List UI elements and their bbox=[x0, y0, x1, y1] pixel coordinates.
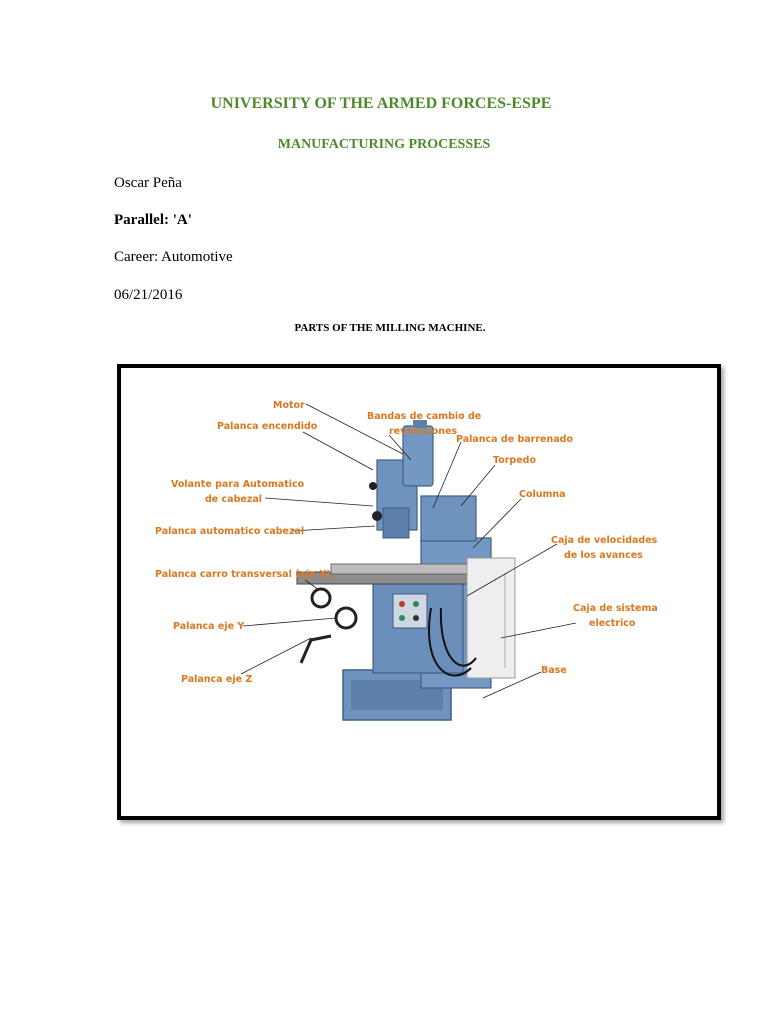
label-palanca-eje-y: Palanca eje Y bbox=[173, 621, 245, 632]
date-line: 06/21/2016 bbox=[114, 287, 183, 303]
figure-frame bbox=[117, 364, 721, 820]
label-caja-velocidades-1: Caja de velocidades bbox=[551, 535, 658, 546]
label-caja-sistema-2: electrico bbox=[589, 618, 636, 629]
author-name: Oscar Peña bbox=[114, 175, 182, 191]
career-line: Career: Automotive bbox=[114, 249, 233, 265]
label-caja-velocidades-2: de los avances bbox=[564, 550, 643, 561]
figure-caption: PARTS OF THE MILLING MACHINE. bbox=[294, 322, 486, 334]
university-title: UNIVERSITY OF THE ARMED FORCES-ESPE bbox=[210, 95, 552, 112]
label-volante-1: Volante para Automatico bbox=[171, 479, 305, 490]
parallel-line: Parallel: 'A' bbox=[114, 212, 192, 228]
label-base: Base bbox=[541, 665, 567, 676]
label-volante-2: de cabezal bbox=[205, 494, 263, 505]
label-palanca-barrenado: Palanca de barrenado bbox=[456, 434, 573, 445]
label-bandas-2: revoluciones bbox=[389, 426, 458, 437]
label-caja-sistema-1: Caja de sistema bbox=[573, 603, 658, 614]
label-palanca-eje-z: Palanca eje Z bbox=[181, 674, 253, 685]
label-palanca-automatico-cabezal: Palanca automatico cabezal bbox=[155, 526, 305, 537]
label-torpedo: Torpedo bbox=[493, 455, 537, 466]
label-columna: Columna bbox=[519, 489, 566, 500]
course-title: MANUFACTURING PROCESSES bbox=[277, 137, 491, 152]
label-palanca-carro: Palanca carro transversal (eje X) bbox=[155, 569, 331, 580]
label-bandas-1: Bandas de cambio de bbox=[367, 411, 482, 422]
milling-machine-diagram bbox=[121, 368, 717, 816]
label-palanca-encendido: Palanca encendido bbox=[217, 421, 318, 432]
label-motor: Motor bbox=[273, 400, 305, 411]
